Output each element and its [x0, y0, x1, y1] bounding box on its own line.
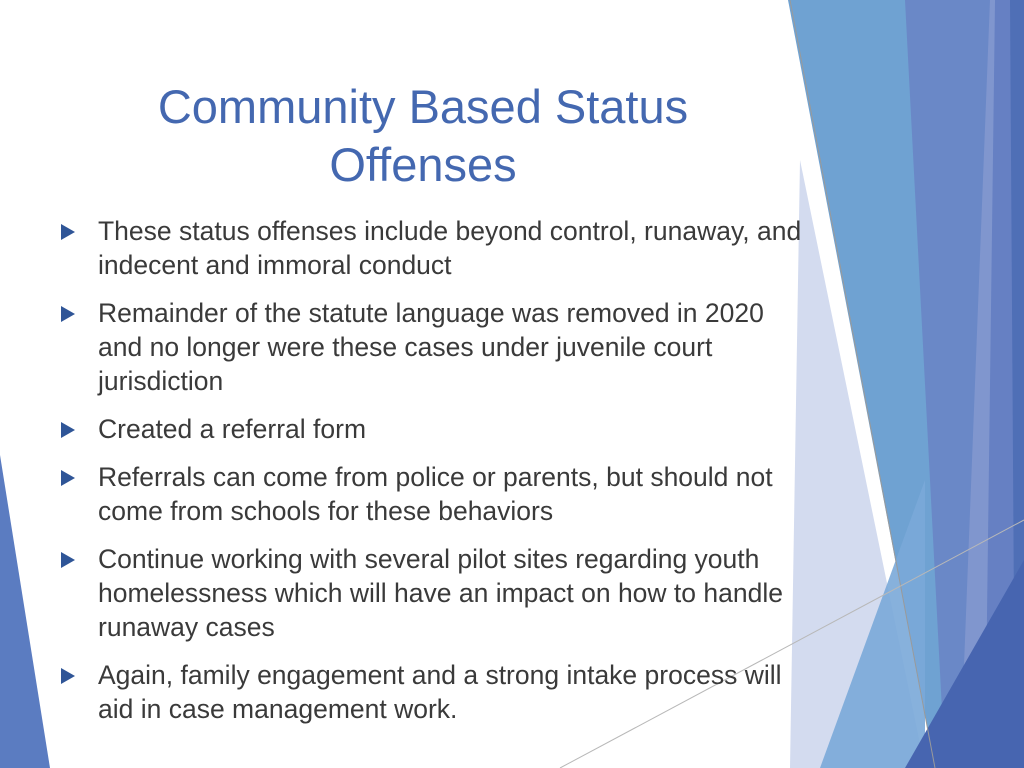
triangle-right-icon: [61, 552, 75, 568]
triangle-right-icon: [61, 422, 75, 438]
list-item: [58, 412, 804, 446]
list-item: [58, 296, 804, 398]
bullet-text: Continue working with several pilot sites regarding youth homelessness which will have an impact on how to handle runaway cases: [98, 544, 783, 642]
triangle-right-icon: [61, 470, 75, 486]
triangle-right-icon: [61, 306, 75, 322]
triangle-right-icon: [61, 668, 75, 684]
bullet-list: [58, 214, 804, 740]
bullet-text: Remainder of the statute language was removed in 2020 and no longer were these cases under juvenile court jurisdiction: [98, 298, 764, 396]
list-item: [58, 658, 804, 726]
list-item: [58, 214, 804, 282]
bullet-text: Again, family engagement and a strong intake process will aid in case management work.: [98, 660, 782, 724]
bullet-text: These status offenses include beyond control, runaway, and indecent and immoral conduct: [98, 216, 802, 280]
list-item: [58, 460, 804, 528]
left-edge-shape: [0, 455, 50, 768]
bullet-text: Created a referral form: [98, 414, 367, 444]
list-item: [58, 542, 804, 644]
slide-title: Community Based Status Offenses: [157, 80, 689, 191]
triangle-right-icon: [61, 224, 75, 240]
bullet-text: Referrals can come from police or parents, but should not come from schools for these behaviors: [98, 462, 773, 526]
